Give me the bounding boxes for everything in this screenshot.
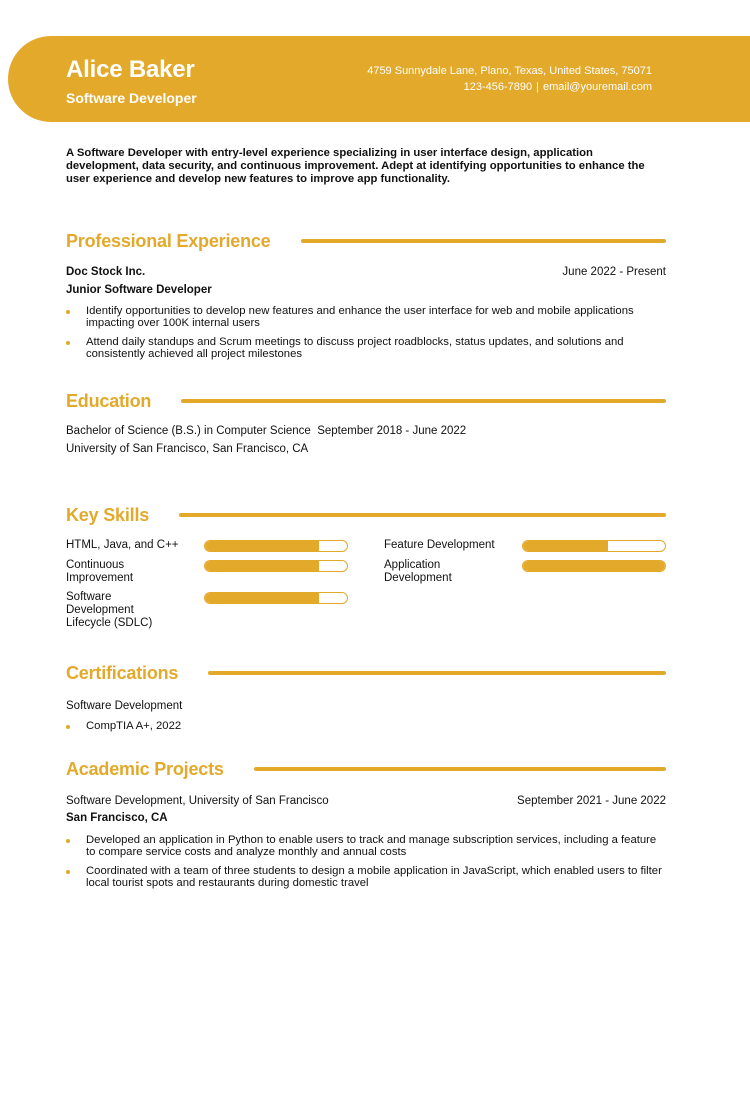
project-row <box>66 794 666 808</box>
list-item: Coordinated with a team of three students to design a mobile application in JavaScript, which enabled users to filter local tourist spots and restaurants during domestic travel <box>66 866 666 889</box>
section-title: Certifications <box>66 662 179 683</box>
bullet-icon <box>66 725 70 729</box>
section-divider <box>179 513 666 517</box>
company-name: Doc Stock Inc. <box>66 266 146 278</box>
section-certifications-heading <box>66 661 666 685</box>
address: 4759 Sunnydale Lane, Plano, Texas, United States, 75071 <box>367 65 652 77</box>
skill-label: Application Development <box>384 559 452 584</box>
section-projects-heading <box>66 757 666 781</box>
project-location: San Francisco, CA <box>66 812 168 824</box>
bullet-icon <box>66 870 70 874</box>
list-item: Attend daily standups and Scrum meetings to discuss project roadblocks, status updates, and solutions and consistently achieved all project milestones <box>66 337 666 360</box>
section-divider <box>301 239 667 243</box>
skill-label: Feature Development <box>384 539 495 551</box>
section-skills-heading <box>66 503 666 527</box>
resume-header <box>8 36 750 122</box>
candidate-name: Alice Baker <box>66 56 195 83</box>
contact-info <box>367 63 652 95</box>
phone: 123-456-7890 <box>463 81 533 93</box>
section-divider <box>181 399 666 403</box>
certification-list <box>66 721 666 741</box>
skill-level-fill <box>205 541 319 551</box>
certification-category: Software Development <box>66 700 183 712</box>
skill-label: Continuous Improvement <box>66 559 134 584</box>
section-divider <box>208 671 666 675</box>
skill-level-bar <box>522 560 666 572</box>
email: email@youremail.com <box>543 81 652 93</box>
degree-line: Bachelor of Science (B.S.) in Computer Science September 2018 - June 2022 <box>66 425 467 437</box>
skill-level-bar <box>204 540 348 552</box>
skill-level-fill <box>523 561 665 571</box>
bullet-icon <box>66 310 70 314</box>
skill-label: Software Development Lifecycle (SDLC) <box>66 591 153 629</box>
bullet-icon <box>66 341 70 345</box>
skill-level-fill <box>523 541 608 551</box>
skill-level-bar <box>204 592 348 604</box>
list-item: Developed an application in Python to enable users to track and manage subscription services, including a feature to compare service costs and analyze monthly and annual costs <box>66 835 666 858</box>
skill-level-bar <box>522 540 666 552</box>
section-title: Academic Projects <box>66 758 224 779</box>
skill-level-fill <box>205 593 319 603</box>
skill-level-fill <box>205 561 319 571</box>
list-item: Identify opportunities to develop new features and enhance the user interface for web and mobile applications impacting over 100K internal users <box>66 306 666 329</box>
experience-bullets <box>66 306 666 368</box>
candidate-role: Software Developer <box>66 90 197 106</box>
skill-level-bar <box>204 560 348 572</box>
contact-separator: | <box>536 81 540 93</box>
experience-company-row <box>66 265 666 279</box>
project-dates: September 2021 - June 2022 <box>517 795 666 807</box>
section-title: Professional Experience <box>66 230 271 251</box>
section-education-heading <box>66 389 666 413</box>
section-title: Education <box>66 390 152 411</box>
section-divider <box>254 767 666 771</box>
school-name: University of San Francisco, San Francisco, CA <box>66 443 309 455</box>
section-experience-heading <box>66 229 666 253</box>
job-title: Junior Software Developer <box>66 284 212 296</box>
professional-summary: A Software Developer with entry-level experience specializing in user interface design, application development, data security, and continuous improvement. Adept at identifying opportunities to enhance the user experience and develop new features to improve app functionality. <box>66 147 645 185</box>
project-name: Software Development, University of San Francisco <box>66 795 329 807</box>
skill-label: HTML, Java, and C++ <box>66 539 179 551</box>
section-title: Key Skills <box>66 504 150 525</box>
list-item: CompTIA A+, 2022 <box>66 721 666 733</box>
project-bullets <box>66 835 666 897</box>
bullet-icon <box>66 839 70 843</box>
experience-dates: June 2022 - Present <box>562 266 666 278</box>
